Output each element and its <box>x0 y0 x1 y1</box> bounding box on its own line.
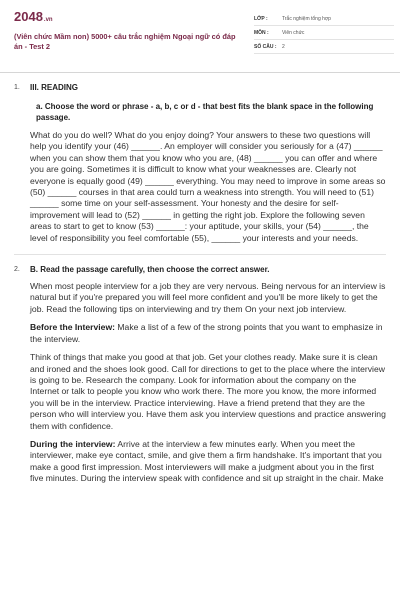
divider <box>14 254 386 255</box>
exam-title: (Viên chức Mầm non) 5000+ câu trắc nghiệm Ngoại ngữ có đáp án - Test 2 <box>14 32 236 51</box>
meta-value: 2 <box>282 43 285 50</box>
question-title: III. READING <box>30 83 79 92</box>
passage-paragraph <box>30 322 386 345</box>
paragraph-text: Make a list of a few of the strong points that you want to emphasize in the interview. <box>30 322 383 344</box>
question-list <box>0 83 400 485</box>
question-body <box>30 83 386 244</box>
logo-suffix: .vn <box>43 17 53 23</box>
page-header <box>0 0 400 73</box>
question-title: B. Read the passage carefully, then choose the correct answer. <box>30 265 270 275</box>
meta-key: MÔN : <box>254 29 269 36</box>
meta-row-subject <box>254 26 394 40</box>
paragraph-lead: During the interview: <box>30 438 116 449</box>
question-number: 2. <box>14 266 20 274</box>
paragraph-text: Arrive at the interview a few minutes early. When you meet the interviewer, make eye contact, smile, and give them a firm handshake. It's important that you make a good first impression. Most interviewers will make a judgment about you in the first five minutes. During the interview speak with confidence and sit up straight in the chair. Make <box>30 438 384 484</box>
logo-text: 2048 <box>14 9 43 24</box>
paragraph-lead: Before the Interview: <box>30 322 116 333</box>
question-2 <box>14 265 386 485</box>
question-body <box>30 265 386 485</box>
question-1 <box>14 83 386 244</box>
question-number: 1. <box>14 84 20 91</box>
exam-meta <box>254 12 394 54</box>
site-logo[interactable] <box>14 9 53 24</box>
meta-key: SỐ CÂU : <box>254 43 277 50</box>
meta-row-count <box>254 40 394 54</box>
passage-text: What do you do well? What do you enjoy doing? Your answers to these two questions will help you identify your (46) ______. An employer will consider you seriously for a (47) ______ when you can show them that you know who you are, (48) ______ you can offer and where you are going. Sometimes it is difficult to know what your weaknesses are. Clearly not everyone is equally good (49) ______ everything. You may need to improve in some areas so (50) ______ courses in that area could turn a weakness into strength. You will need to (51) ______ some time on your self-assessment. Your honesty and the desire for self-improvement will lead to (52) ______ in getting the right job. Explore the following seven areas to start to get to know (53) ______: your aptitude, your skills, your (54) ______, the level of responsibility you feel comfortable (55), ______ your interests and your needs. <box>30 130 386 243</box>
passage-paragraph: Think of things that make you good at that job. Get your clothes ready. Make sure it is clean and ironed and the shoes look good. Call for directions to get to the place where the interview is going to be. Research the company. Look for information about the company on the Internet or talk to people you know who work there. The more you know, the more informed you will be in the interview. Practice interviewing. Have a friend pretend that they are the person who will interview you. Have them ask you interview questions and practice answering them with confidence. <box>30 352 386 431</box>
passage-paragraph: When most people interview for a job they are very nervous. Being nervous for an interview is natural but if you're prepared you will feel more confident and you'll be more likely to get the job. Read the following tips on interviewing and try them On your next job interview. <box>30 281 386 314</box>
meta-row-class <box>254 12 394 26</box>
passage-paragraph <box>30 439 386 485</box>
meta-value: Viên chức <box>282 29 305 36</box>
question-instruction: a. Choose the word or phrase - a, b, c or d - that best fits the blank space in the following passage. <box>36 102 374 122</box>
meta-key: LỚP : <box>254 15 268 22</box>
meta-value: Trắc nghiệm tổng hợp <box>282 15 331 22</box>
